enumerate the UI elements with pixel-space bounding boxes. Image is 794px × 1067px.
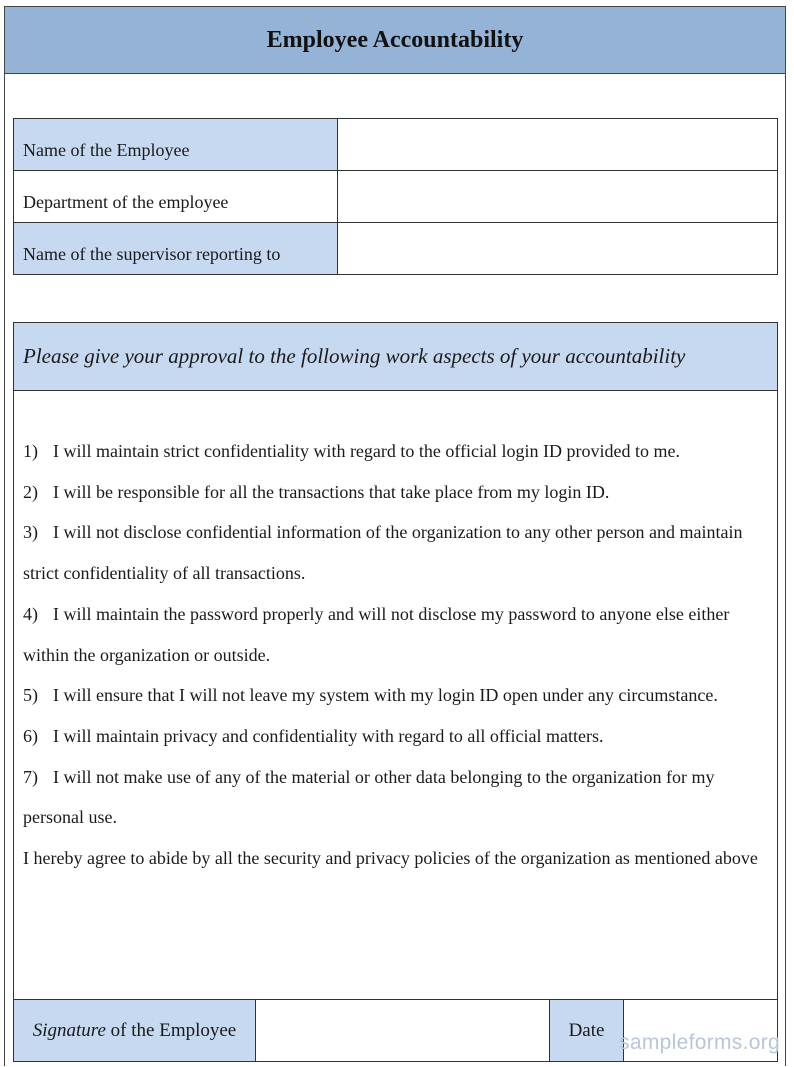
term-item — [23, 512, 767, 593]
term-number: 1) — [23, 441, 38, 461]
department-field[interactable] — [338, 171, 778, 223]
term-text: I will ensure that I will not leave my system with my login ID open under any circumstance. — [53, 685, 718, 706]
term-number: 7) — [23, 766, 38, 787]
department-label: Department of the employee — [14, 171, 338, 223]
term-item — [23, 431, 767, 472]
terms-header: Please give your approval to the following work aspects of your accountability — [14, 323, 777, 391]
signature-label — [13, 1000, 256, 1061]
date-label: Date — [550, 1000, 624, 1061]
employee-info-table — [13, 118, 778, 275]
signature-label-rest: of the Employee — [105, 1019, 237, 1041]
term-item — [23, 594, 767, 675]
agreement-statement: I hereby agree to abide by all the security and privacy policies of the organization as mentioned above — [23, 848, 758, 869]
term-text: I will maintain privacy and confidentiality with regard to all official matters. — [53, 725, 604, 746]
signature-field[interactable] — [256, 1000, 550, 1061]
term-item — [23, 716, 767, 757]
employee-name-label: Name of the Employee — [14, 119, 338, 171]
employee-name-field[interactable] — [338, 119, 778, 171]
term-number: 5) — [23, 685, 38, 706]
term-number: 2) — [23, 481, 38, 502]
watermark: sampleforms.org — [619, 1031, 780, 1054]
info-row-department — [14, 171, 778, 223]
term-item — [23, 675, 767, 716]
accountability-terms-box — [13, 322, 778, 1062]
term-text: I will not make use of any of the material or other data belonging to the organization for my personal use. — [23, 766, 715, 828]
info-row-supervisor — [14, 223, 778, 275]
form-title: Employee Accountability — [266, 26, 524, 53]
term-number: 4) — [23, 603, 38, 624]
terms-body — [14, 391, 777, 879]
term-item — [23, 757, 767, 838]
term-text: I will not disclose confidential information of the organization to any other person and maintain strict confidentiality of all transactions. — [23, 522, 743, 584]
title-bar — [4, 6, 786, 74]
supervisor-label: Name of the supervisor reporting to — [14, 223, 338, 275]
term-item — [23, 472, 767, 513]
signature-label-italic: Signature — [32, 1019, 106, 1041]
term-text: I will maintain strict confidentiality with regard to the official login ID provided to me. — [53, 441, 681, 461]
term-number: 6) — [23, 725, 38, 746]
term-number: 3) — [23, 522, 38, 543]
info-row-employee-name — [14, 119, 778, 171]
term-text: I will maintain the password properly and will not disclose my password to anyone else either within the organization or outside. — [23, 603, 730, 665]
term-text: I will be responsible for all the transactions that take place from my login ID. — [53, 481, 610, 502]
supervisor-field[interactable] — [338, 223, 778, 275]
